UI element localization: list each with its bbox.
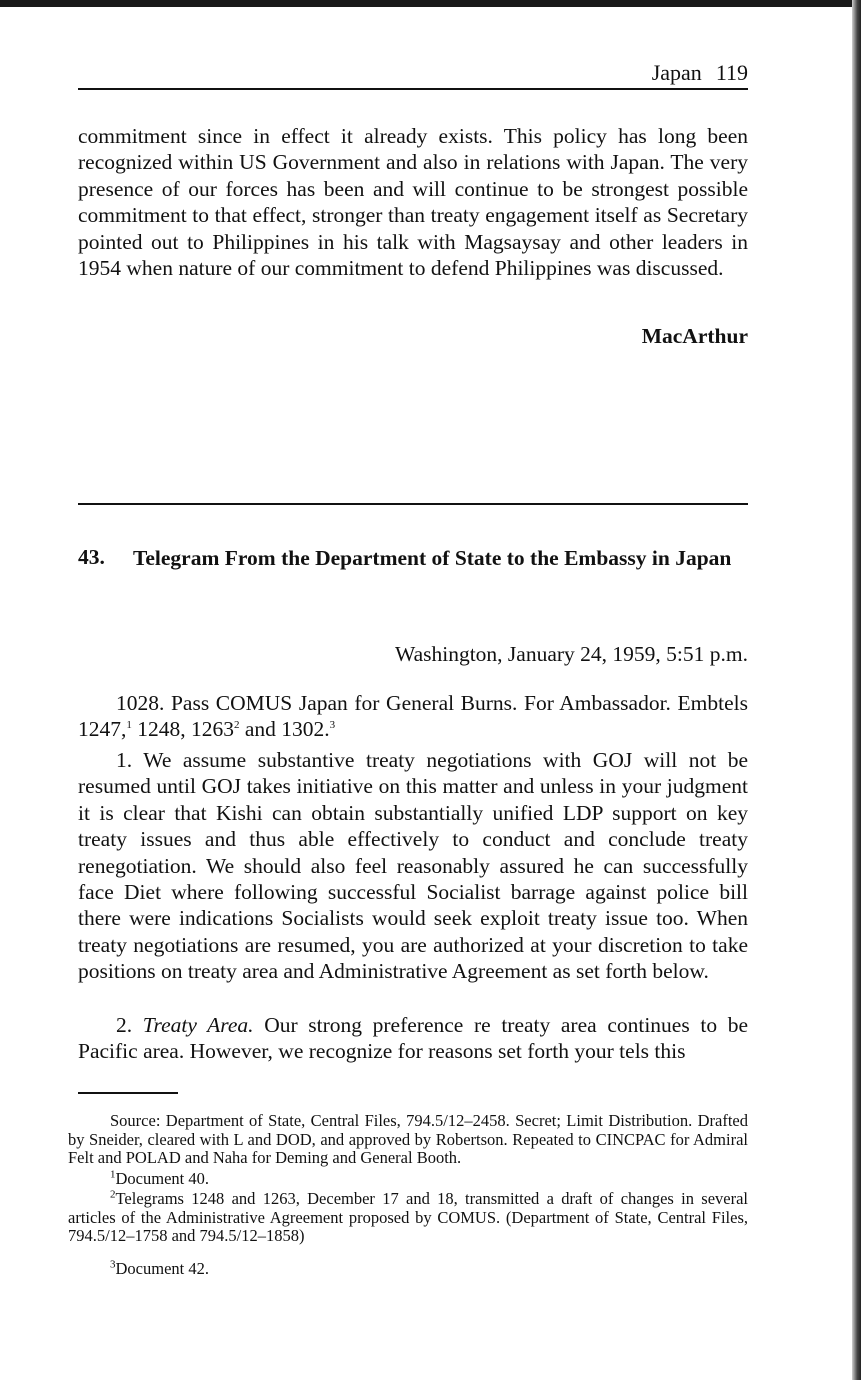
footnote-ref-2: 2 <box>234 719 240 732</box>
paragraph-2-number: 2. <box>116 1013 133 1037</box>
paragraph-2-text: Our strong preference re treaty area continues to be Pacific area. However, we recognize for reasons set forth your tels this <box>78 1013 749 1064</box>
intro-text-2: 1248, 1263 <box>131 717 234 742</box>
signature: MacArthur <box>641 324 748 348</box>
page-number: 119 <box>715 60 748 85</box>
footnote-1-mark: 1 <box>110 1168 116 1181</box>
section-divider <box>78 503 748 505</box>
paragraph-1: 1. We assume substantive treaty negotiations with GOJ will not be resumed until GOJ takes initiative on this matter and unless in your judgment it is clear that Kishi can obtain substantially unified LDP support on key treaty issues and thus able effectively to conduct and conclude treaty renegotiation. We should also feel reasonably assured he can successfully face Diet where following successful Socialist barrage against police bill there were indications Socialists would seek exploit treaty issue too. When treaty negotiations are resumed, you are authorized at your discretion to take positions on treaty area and Administrative Agreement as set forth below. <box>78 748 748 984</box>
footnote-ref-3: 3 <box>329 719 336 732</box>
document-title: Telegram From the Department of State to the Embassy in Japan <box>133 546 732 570</box>
footnote-source: Source: Department of State, Central Files, 794.5/12–2458. Secret; Limit Distribution. Drafted by Sneider, cleared with L and DOD, and approved by Robertson. Repeated to CINCPAC for Admiral Felt and POLAD and Naha for Deming and General Booth. <box>68 1111 748 1168</box>
intro-text-3: and 1302. <box>239 717 330 742</box>
page-top-edge <box>0 0 861 7</box>
paragraph-2-heading: Treaty Area. <box>142 1013 254 1037</box>
footnote-ref-1: 1 <box>126 719 132 732</box>
footnote-1: $^1$Document 40. <box>110 1168 209 1188</box>
footnote-3-mark: 3 <box>110 1258 116 1271</box>
footnote-2: $^2$Telegrams 1248 and 1263, December 17 and 18, transmitted a draft of changes in several articles of the Administrative Agreement proposed by COMUS. (Department of State, Central Files, 794.5/12–1758 and 794.5/12–1858) <box>68 1188 748 1246</box>
header-rule <box>78 88 748 90</box>
page-binding-edge <box>852 0 861 1380</box>
footnote-2-mark: 2 <box>110 1188 116 1201</box>
telegram-intro <box>78 690 748 743</box>
intro-text: 1028. Pass COMUS Japan for General Burns. For Ambassador. Embtels 1247, <box>78 691 748 742</box>
dateline: Washington, January 24, 1959, 5:51 p.m. <box>395 642 748 666</box>
document-number: 43. <box>78 545 105 569</box>
running-title: Japan <box>651 60 702 85</box>
running-header <box>78 60 748 86</box>
paragraph-2 <box>78 1012 748 1065</box>
footnote-rule <box>78 1092 178 1094</box>
footnote-3: $^3$Document 42. <box>110 1258 209 1278</box>
continuation-paragraph: commitment since in effect it already exists. This policy has long been recognized within US Government and also in relations with Japan. The very presence of our forces has been and will continue to be strongest possible commitment to that effect, stronger than treaty engagement itself as Secretary pointed out to Philippines in his talk with Magsaysay and other leaders in 1954 when nature of our commitment to defend Philippines was discussed. <box>78 124 748 281</box>
